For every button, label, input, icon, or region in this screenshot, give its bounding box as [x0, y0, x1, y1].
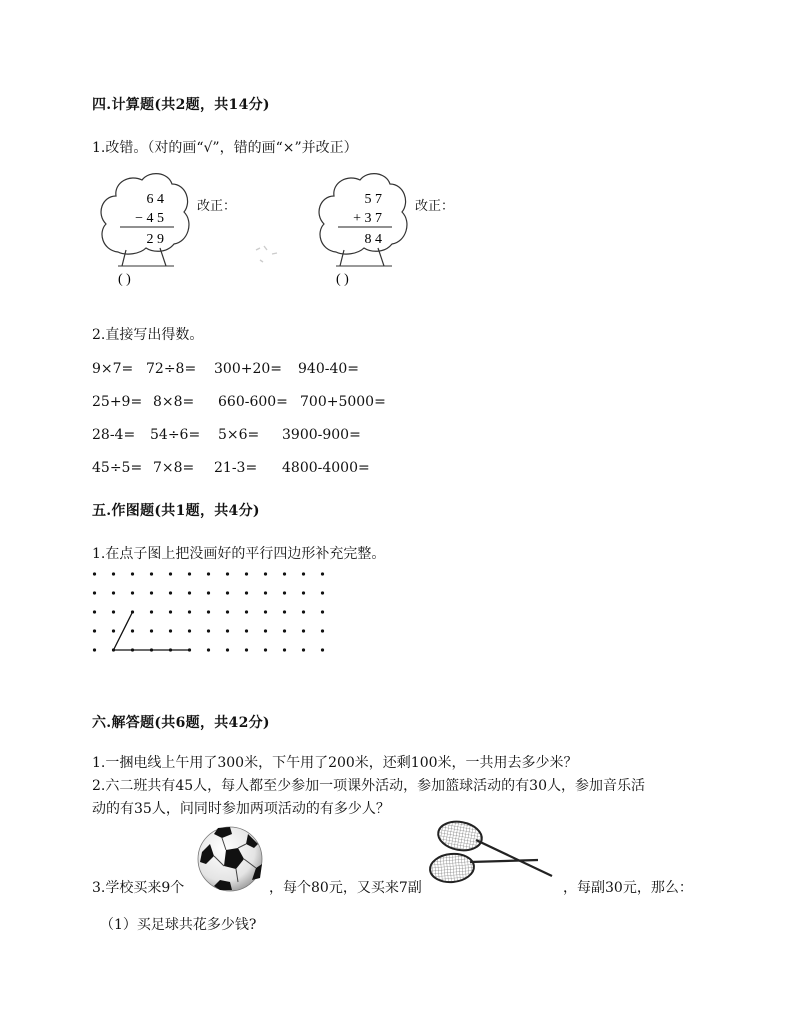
grid-dot	[226, 648, 229, 651]
grid-dot	[112, 629, 115, 632]
calc-item: 940-40=	[298, 361, 359, 377]
calc-item: 8×8=	[153, 394, 195, 410]
grid-dot	[112, 591, 115, 594]
grid-dot	[112, 572, 115, 575]
grid-dot	[226, 629, 229, 632]
grid-dot	[131, 572, 134, 575]
grid-dot	[207, 629, 210, 632]
grid-dot	[321, 648, 324, 651]
soccer-ball-icon	[196, 824, 266, 894]
grid-dot	[321, 610, 324, 613]
grid-dot	[207, 610, 210, 613]
grid-dot	[302, 629, 305, 632]
tree1-row2: − 4 5	[135, 211, 164, 226]
tree2-row3: 8 4	[364, 232, 382, 247]
calc-item: 21-3=	[214, 460, 258, 476]
tree1-row3: 2 9	[146, 232, 164, 247]
grid-dot	[245, 648, 248, 651]
tree-figure-1	[96, 170, 191, 290]
section5-title: 五.作图题(共1题，共4分)	[92, 503, 260, 519]
calc-item: 3900-900=	[282, 427, 361, 443]
calc-item: 4800-4000=	[282, 460, 370, 476]
grid-dot	[283, 591, 286, 594]
grid-dot	[207, 591, 210, 594]
tree1-answer-parens: ( )	[118, 272, 131, 287]
calc-item: 72÷8=	[146, 361, 197, 377]
grid-dot	[283, 610, 286, 613]
grid-dot	[131, 629, 134, 632]
grid-dot	[226, 591, 229, 594]
tree-figure-2	[314, 170, 409, 290]
grid-dot	[207, 648, 210, 651]
q6-3-part1: 3.学校买来9个	[92, 880, 185, 896]
grid-dot	[321, 629, 324, 632]
grid-dot	[93, 629, 96, 632]
grid-dot	[302, 572, 305, 575]
grid-dot	[302, 610, 305, 613]
calc-item: 7×8=	[153, 460, 195, 476]
q1-text: 1.改错。（对的画“√”，错的画“×”并改正）	[92, 140, 358, 156]
calc-item: 300+20=	[214, 361, 282, 377]
calc-item: 9×7=	[92, 361, 134, 377]
grid-dot	[321, 572, 324, 575]
grid-dot	[93, 591, 96, 594]
grid-dot	[302, 648, 305, 651]
calc-item: 25+9=	[92, 394, 143, 410]
scan-smudge	[250, 238, 290, 268]
grid-dot	[169, 572, 172, 575]
grid-dot	[188, 572, 191, 575]
grid-dot	[264, 572, 267, 575]
grid-dot	[245, 572, 248, 575]
grid-dot	[264, 610, 267, 613]
grid-dot	[245, 629, 248, 632]
grid-dot	[226, 610, 229, 613]
grid-dot	[93, 572, 96, 575]
tree1-correct-label: 改正：	[197, 199, 237, 214]
grid-dot	[245, 610, 248, 613]
tree2-row2: + 3 7	[353, 211, 382, 226]
grid-dot	[150, 610, 153, 613]
q6-2-line1: 2.六二班共有45人，每人都至少参加一项课外活动，参加篮球活动的有30人，参加音乐活	[92, 778, 645, 794]
grid-dot	[188, 629, 191, 632]
badminton-rackets-icon	[426, 818, 556, 890]
grid-dot	[93, 610, 96, 613]
q6-3-sub1: （1）买足球共花多少钱?	[100, 917, 257, 933]
grid-dot	[245, 591, 248, 594]
tree2-correct-label: 改正：	[415, 199, 455, 214]
calc-item: 700+5000=	[300, 394, 386, 410]
q6-3-part3: ，每副30元，那么：	[563, 880, 693, 896]
grid-dot	[302, 591, 305, 594]
q6-3-part2: ，每个80元，又买来7副	[269, 880, 422, 896]
dot-grid-dots	[93, 572, 324, 651]
grid-dot	[150, 629, 153, 632]
q6-2-line2: 动的有35人，问同时参加两项活动的有多少人？	[92, 801, 390, 817]
calc-item: 28-4=	[92, 427, 136, 443]
grid-dot	[150, 572, 153, 575]
q6-1-text: 1.一捆电线上午用了300米，下午用了200米，还剩100米，一共用去多少米？	[92, 755, 578, 771]
grid-dot	[264, 629, 267, 632]
grid-dot	[188, 591, 191, 594]
grid-dot	[131, 591, 134, 594]
grid-dot	[264, 591, 267, 594]
grid-dot	[264, 648, 267, 651]
calc-item: 45÷5=	[92, 460, 143, 476]
grid-dot	[188, 610, 191, 613]
grid-dot	[283, 648, 286, 651]
section4-title: 四.计算题(共2题，共14分)	[92, 97, 270, 113]
calc-item: 54÷6=	[150, 427, 201, 443]
q2-text: 2.直接写出得数。	[92, 327, 204, 343]
dot-grid	[88, 572, 328, 672]
grid-dot	[283, 629, 286, 632]
grid-dot	[169, 591, 172, 594]
q5-1-text: 1.在点子图上把没画好的平行四边形补充完整。	[92, 546, 386, 562]
calc-item: 660-600=	[218, 394, 288, 410]
grid-dot	[321, 591, 324, 594]
calc-item: 5×6=	[218, 427, 260, 443]
grid-dot	[112, 610, 115, 613]
grid-dot	[283, 572, 286, 575]
tree2-answer-parens: ( )	[336, 272, 349, 287]
grid-dot	[226, 572, 229, 575]
grid-dot	[169, 629, 172, 632]
grid-dot	[169, 610, 172, 613]
section6-title: 六.解答题(共6题，共42分)	[92, 715, 270, 731]
grid-dot	[93, 648, 96, 651]
tree2-row1: 5 7	[364, 192, 382, 207]
grid-dot	[150, 591, 153, 594]
tree1-row1: 6 4	[146, 192, 164, 207]
grid-dot	[207, 572, 210, 575]
